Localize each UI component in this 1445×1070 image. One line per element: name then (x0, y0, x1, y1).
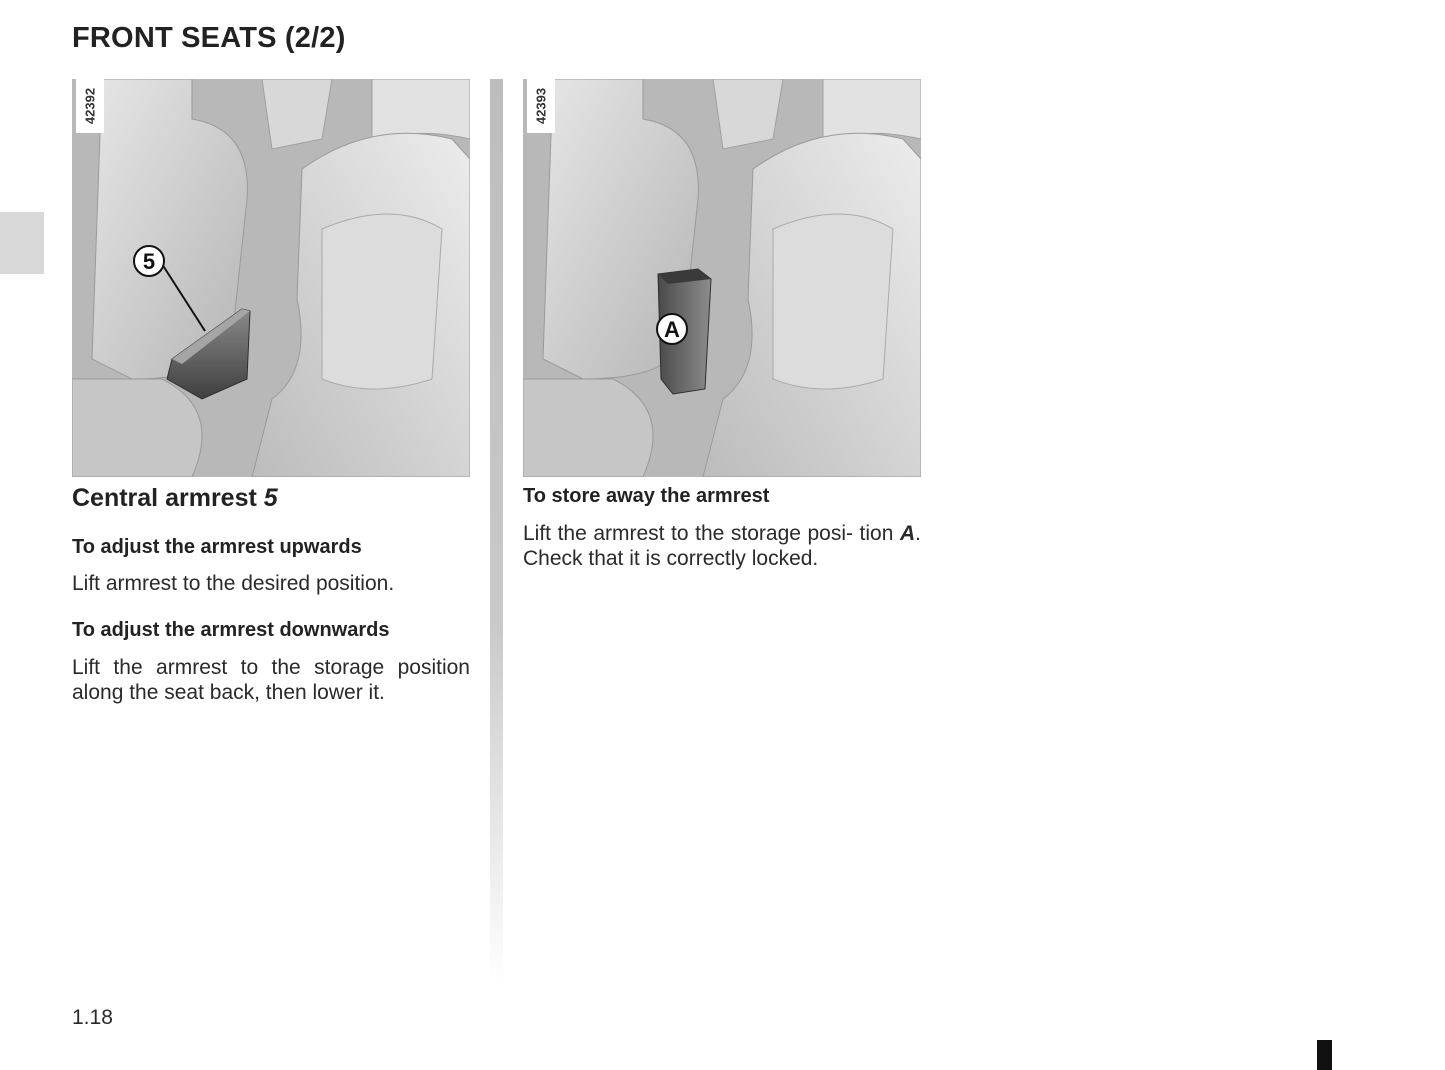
figure-number: 42392 (76, 79, 104, 133)
instruction-text: Lift armrest to the desired position. (72, 572, 395, 595)
subsection-title: To adjust the armrest upwards (72, 536, 362, 558)
instruction-text: Lift the armrest to the storage position along the seat back, then lower it. (72, 656, 470, 704)
armrest-lowered-illustration (72, 79, 470, 477)
subsection-title: To adjust the armrest downwards (72, 619, 390, 641)
chapter-tab (0, 212, 44, 274)
column-divider (490, 79, 503, 984)
section-heading: Central armrest 5 (72, 484, 278, 512)
armrest-stored-illustration (523, 79, 921, 477)
callout-a: A (664, 317, 680, 342)
instruction-text: Lift the armrest to the storage posi- tion A. Check that it is correctly locked. (523, 522, 921, 570)
callout-5: 5 (142, 249, 156, 274)
page-number: 1.18 (72, 1006, 113, 1029)
page-title: FRONT SEATS (2/2) (72, 22, 346, 54)
subsection-title: To store away the armrest (523, 485, 770, 507)
page-edge-marker (1317, 1040, 1332, 1070)
figure-number: 42393 (527, 79, 555, 133)
